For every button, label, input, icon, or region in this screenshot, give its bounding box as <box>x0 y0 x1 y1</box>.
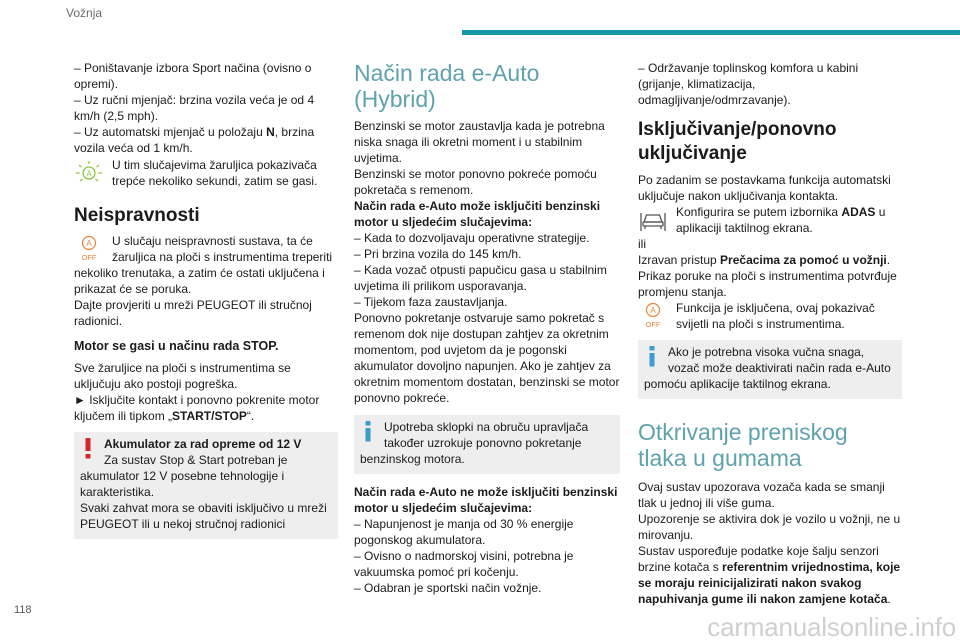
auto-off-warning-icon <box>74 233 104 263</box>
off-lamp-note: A OFF Funkcija je isključena, ovaj pokazivač svijetli na ploči s instrumentima. <box>638 300 902 332</box>
column-3: – Održavanje toplinskog komfora u kabini (grijanje, klimatizacija, odmagljivanje/odmrzavanje). Isključivanje/ponovno uključivanje Po zadanim se postavkama funkcija automatski uključuje nakon uključivanja kontakta. Konfigurira se putem izbornika ADAS u aplikaciji taktilnog ekrana. ili Izravan pristup Prečacima za pomoć u vožnji. Prikaz poruke na ploči s instrumentima potvrđuje promjenu stanja. A OFF Funkcija je isključena, ovaj pokazivač svijetli na ploči s instrumentima. Ako je potrebna visoka vučna snaga, vozač može deaktivirati način rada e-Auto pomoću aplikacije taktilnog ekrana. Otkrivanje preniskog tlaka u gumama Ovaj sustav upozorava vozača kada se smanji tlak u jednoj ili više guma. Upozorenje se aktivira dok je vozilo u vožnji, ne u mirovanju. Sustav uspoređuje podatke koje šalju senzori brzine kotača s referentnim vrijednostima, koje se moraju reinicijalizirati nakon svakog napuhivanja gume ili nakon zamjene kotača. <box>638 61 901 606</box>
blink-note: A U tim slučajevima žaruljica pokazivača trepće nekoliko sekundi, zatim se gasi. <box>74 157 338 189</box>
list-item: – Pri brzina vozila do 145 km/h. <box>354 247 522 261</box>
faults-note: A OFF U slučaju neispravnosti sustava, ta će žaruljica na ploči s instrumentima treperiti nekoliko trenutaka, a zatim će ostati uključena i prikazat će se poruka. <box>74 234 333 296</box>
svg-text:OFF: OFF <box>81 253 97 262</box>
info-icon <box>644 344 660 368</box>
column-1: – Poništavanje izbora Sport načina (ovisno o opremi). – Uz ručni mjenjač: brzina vozila veća je od 4 km/h (2,5 mph). – Uz automatski mjenjač u položaju N, brzina vozila veća od 1 km/h. A U tim slučajevima žaruljica pokazivača trepće nekoliko sekundi, zatim se gasi. Neispravnosti A OFF U slučaju neispravnosti sustava, ta će žaruljica na ploči s instrumentima treperiti nekoliko trenutaka, a zatim će ostati uključena i prikazat će se poruka. Dajte provjeriti u mreži PEUGEOT ili stručnoj radionici. Motor se gasi u načinu rada STOP. Sve žaruljice na ploči s instrumentima se uključuju ako postoji pogreška. ► Isključite kontakt i ponovno pokrenite motor ključem ili tipkom „START/STOP“. Akumulator za rad opreme od 12 V Za sustav Stop & Start potreban je akumulator 12 V posebne tehnologije i karakteristika. Svaki zahvat mora se obaviti isključivo u mreži PEUGEOT ili u nekoj stručnoj radionici <box>74 60 338 539</box>
svg-text:OFF: OFF <box>645 320 661 329</box>
svg-text:A: A <box>650 306 656 315</box>
list-item: – Održavanje toplinskog komfora u kabini (grijanje, klimatizacija, odmagljivanje/odmrzavanje). <box>638 61 859 107</box>
info-box: Ako je potrebna visoka vučna snaga, vozač može deaktivirati način rada e-Auto pomoću aplikacije taktilnog ekrana. <box>638 340 902 399</box>
stop-heading: Motor se gasi u načinu rada STOP. <box>74 339 279 353</box>
cannot-stop-heading: Način rada e-Auto ne može isključiti benzinski motor u sljedećim slučajevima: <box>354 485 618 515</box>
battery-warning-box: Akumulator za rad opreme od 12 V Za sustav Stop & Start potreban je akumulator 12 V posebne tehnologije i karakteristika. Svaki zahvat mora se obaviti isključivo u mreži PEUGEOT ili u nekoj stručnoj radionici <box>74 432 338 539</box>
car-lane-icon <box>638 204 668 234</box>
info-box: Upotreba sklopki na obruču upravljača također uzrokuje ponovno pokretanje benzinskog motora. <box>354 415 620 474</box>
list-item: – Poništavanje izbora Sport načina (ovisno o opremi). <box>74 61 312 91</box>
list-item: – Uz automatski mjenjač u položaju N, brzina vozila veća od 1 km/h. <box>74 125 315 155</box>
list-item: – Uz ručni mjenjač: brzina vozila veća je od 4 km/h (2,5 mph). <box>74 93 315 123</box>
watermark: carmanualsonline.info <box>707 612 956 642</box>
header-accent-bar <box>462 30 960 35</box>
list-item: – Kada to dozvoljavaju operativne strategije. <box>354 231 590 245</box>
e-auto-heading: Način rada e-Auto (Hybrid) <box>354 60 540 112</box>
config-note: Konfigurira se putem izbornika ADAS u aplikaciji taktilnog ekrana. <box>638 204 902 236</box>
stop-action: ► Isključite kontakt i ponovno pokrenite motor ključem ili tipkom „START/STOP“. <box>74 393 320 423</box>
column-2: Način rada e-Auto (Hybrid) Benzinski se motor zaustavlja kada je potrebna niska snaga ili okretni moment i u stabilnim uvjetima. Benzinski se motor ponovno pokreće pomoću pokretača s remenom. Način rada e-Auto može isključiti benzinski motor u sljedećim slučajevima: – Kada to dozvoljavaju operativne strategije. – Pri brzina vozila do 145 km/h. – Kada vozač otpusti papučicu gasa u stabilnim uvjetima ili prilikom usporavanja. – Tijekom faza zaustavljanja. Ponovno pokretanje ostvaruje samo pokretač s remenom dok nije dostupan zahtjev za okretnim momentom, pod uvjetom da je pogonski akumulator dovoljno napunjen. Ako je zahtjev za okretnim momentom dostatan, benzinski se motor ponovno pokreće. Upotreba sklopki na obruču upravljača također uzrokuje ponovno pokretanje benzinskog motora. Način rada e-Auto ne može isključiti benzinski motor u sljedećim slučajevima: – Napunjenost je manja od 30 % energije pogonskog akumulatora. – Ovisno o nadmorskoj visini, potrebna je vakuumska pomoć pri kočenju. – Odabran je sportski način vožnje. <box>354 60 620 595</box>
list-item: – Odabran je sportski način vožnje. <box>354 581 542 595</box>
header-section-title: Vožnja <box>66 6 103 20</box>
list-item: – Ovisno o nadmorskoj visini, potrebna je vakuumska pomoć pri kočenju. <box>354 549 574 579</box>
faults-heading: Neispravnosti <box>74 205 200 226</box>
auto-lamp-green-icon <box>74 157 104 187</box>
svg-text:A: A <box>86 239 92 248</box>
tyre-heading: Otkrivanje preniskog tlaka u gumama <box>638 419 848 471</box>
direct-access: Izravan pristup Prečacima za pomoć u vožnji. <box>638 253 891 267</box>
info-icon <box>360 419 376 443</box>
svg-text:A: A <box>86 169 92 179</box>
tyre-paragraph: Sustav uspoređuje podatke koje šalju senzori brzine kotača s referentnim vrijednostima, koje se moraju reinicijalizirati nakon svakog napuhivanja gume ili nakon zamjene kotača. <box>638 544 901 606</box>
exclamation-warning-icon <box>80 436 96 460</box>
can-stop-heading: Način rada e-Auto može isključiti benzinski motor u sljedećim slučajevima: <box>354 199 601 229</box>
list-item: – Napunjenost je manja od 30 % energije pogonskog akumulatora. <box>354 517 574 547</box>
auto-off-lamp-icon <box>638 300 668 330</box>
list-item: – Tijekom faza zaustavljanja. <box>354 295 508 309</box>
onoff-heading: Isključivanje/ponovno uključivanje <box>638 119 837 164</box>
page-number: 118 <box>14 604 32 616</box>
list-item: – Kada vozač otpusti papučicu gasa u stabilnim uvjetima ili prilikom usporavanja. <box>354 263 607 293</box>
